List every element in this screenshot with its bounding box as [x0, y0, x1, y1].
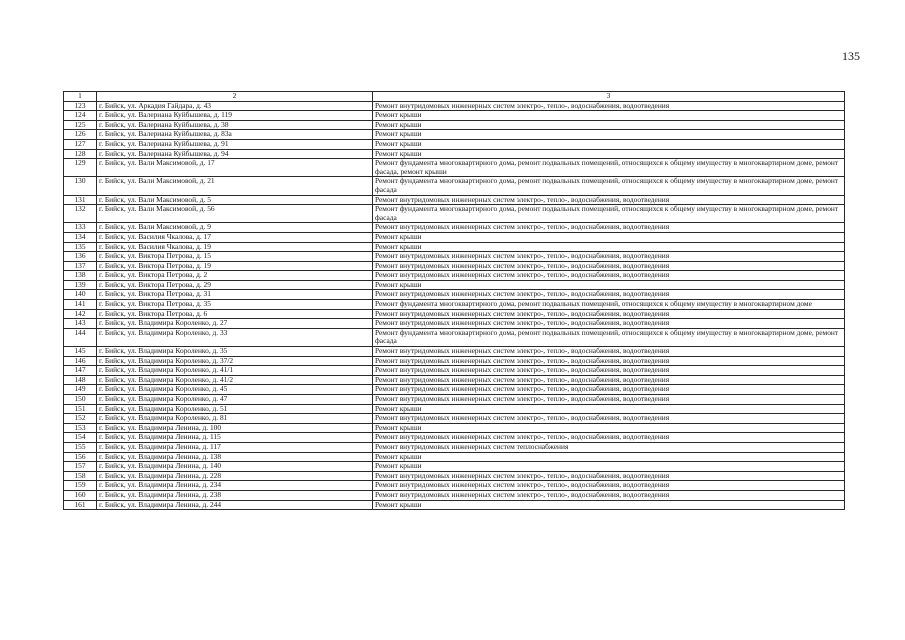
work-type-cell: Ремонт внутридомовых инженерных систем электро-, тепло-, водоснабжения, водоотведения	[373, 375, 845, 385]
address-cell: г. Бийск, ул. Владимира Ленина, д. 138	[97, 452, 373, 462]
row-number: 123	[64, 101, 97, 111]
table-row	[64, 395, 845, 405]
row-number: 147	[64, 366, 97, 376]
address-cell: г. Бийск, ул. Вали Максимовой, д. 9	[97, 223, 373, 233]
column-header-2: 2	[97, 92, 373, 102]
address-cell: г. Бийск, ул. Владимира Короленко, д. 37/2	[97, 356, 373, 366]
address-cell: г. Бийск, ул. Владимира Короленко, д. 45	[97, 385, 373, 395]
work-type-cell: Ремонт фундамента многоквартирного дома, ремонт подвальных помещений, относящихся к общему имуществу в многоквартирном доме, ремонт фасада	[373, 177, 845, 195]
table-row	[64, 481, 845, 491]
row-number: 132	[64, 205, 97, 223]
address-cell: г. Бийск, ул. Владимира Ленина, д. 140	[97, 462, 373, 472]
table-row	[64, 223, 845, 233]
work-type-cell: Ремонт внутридомовых инженерных систем электро-, тепло-, водоснабжения, водоотведения	[373, 433, 845, 443]
table-row	[64, 414, 845, 424]
table-body	[64, 92, 845, 510]
table-row	[64, 462, 845, 472]
address-cell: г. Бийск, ул. Виктора Петрова, д. 35	[97, 300, 373, 310]
table-row	[64, 404, 845, 414]
address-cell: г. Бийск, ул. Владимира Ленина, д. 228	[97, 471, 373, 481]
address-cell: г. Бийск, ул. Аркадия Гайдара, д. 43	[97, 101, 373, 111]
table-row	[64, 347, 845, 357]
table-row	[64, 452, 845, 462]
work-type-cell: Ремонт внутридомовых инженерных систем электро-, тепло-, водоснабжения, водоотведения	[373, 101, 845, 111]
work-type-cell: Ремонт крыши	[373, 423, 845, 433]
table-row	[64, 366, 845, 376]
work-type-cell: Ремонт внутридомовых инженерных систем электро-, тепло-, водоснабжения, водоотведения	[373, 414, 845, 424]
work-type-cell: Ремонт крыши	[373, 500, 845, 510]
row-number: 149	[64, 385, 97, 395]
work-type-cell: Ремонт внутридомовых инженерных систем электро-, тепло-, водоснабжения, водоотведения	[373, 356, 845, 366]
table-row	[64, 471, 845, 481]
work-type-cell: Ремонт внутридомовых инженерных систем электро-, тепло-, водоснабжения, водоотведения	[373, 261, 845, 271]
address-cell: г. Бийск, ул. Виктора Петрова, д. 19	[97, 261, 373, 271]
work-type-cell: Ремонт крыши	[373, 242, 845, 252]
table-row	[64, 423, 845, 433]
table-row	[64, 309, 845, 319]
address-cell: г. Бийск, ул. Владимира Короленко, д. 35	[97, 347, 373, 357]
repair-register-table	[63, 91, 845, 510]
row-number: 148	[64, 375, 97, 385]
address-cell: г. Бийск, ул. Владимира Короленко, д. 41/2	[97, 375, 373, 385]
row-number: 144	[64, 328, 97, 346]
work-type-cell: Ремонт фундамента многоквартирного дома, ремонт подвальных помещений, относящихся к общему имуществу в многоквартирном доме, ремонт фасада	[373, 328, 845, 346]
address-cell: г. Бийск, ул. Владимира Короленко, д. 47	[97, 395, 373, 405]
row-number: 138	[64, 271, 97, 281]
work-type-cell: Ремонт фундамента многоквартирного дома, ремонт подвальных помещений, относящихся к общему имуществу в многоквартирном доме, ремонт фасада	[373, 205, 845, 223]
table-row	[64, 433, 845, 443]
column-header-3: 3	[373, 92, 845, 102]
row-number: 154	[64, 433, 97, 443]
address-cell: г. Бийск, ул. Василия Чкалова, д. 17	[97, 232, 373, 242]
table-row	[64, 442, 845, 452]
address-cell: г. Бийск, ул. Владимира Короленко, д. 41/1	[97, 366, 373, 376]
table-row	[64, 490, 845, 500]
address-cell: г. Бийск, ул. Виктора Петрова, д. 2	[97, 271, 373, 281]
work-type-cell: Ремонт внутридомовых инженерных систем электро-, тепло-, водоснабжения, водоотведения	[373, 347, 845, 357]
address-cell: г. Бийск, ул. Василия Чкалова, д. 19	[97, 242, 373, 252]
address-cell: г. Бийск, ул. Владимира Ленина, д. 234	[97, 481, 373, 491]
address-cell: г. Бийск, ул. Владимира Ленина, д. 238	[97, 490, 373, 500]
table-row	[64, 130, 845, 140]
work-type-cell: Ремонт внутридомовых инженерных систем электро-, тепло-, водоснабжения, водоотведения	[373, 481, 845, 491]
row-number: 125	[64, 120, 97, 130]
row-number: 131	[64, 195, 97, 205]
row-number: 146	[64, 356, 97, 366]
address-cell: г. Бийск, ул. Валериана Куйбышева, д. 83а	[97, 130, 373, 140]
table-row	[64, 500, 845, 510]
work-type-cell: Ремонт крыши	[373, 232, 845, 242]
row-number: 126	[64, 130, 97, 140]
row-number: 139	[64, 280, 97, 290]
table-row	[64, 261, 845, 271]
address-cell: г. Бийск, ул. Вали Максимовой, д. 17	[97, 159, 373, 177]
row-number: 151	[64, 404, 97, 414]
address-cell: г. Бийск, ул. Вали Максимовой, д. 56	[97, 205, 373, 223]
table-row	[64, 328, 845, 346]
row-number: 158	[64, 471, 97, 481]
work-type-cell: Ремонт внутридомовых инженерных систем электро-, тепло-, водоснабжения, водоотведения	[373, 395, 845, 405]
work-type-cell: Ремонт внутридомовых инженерных систем электро-, тепло-, водоснабжения, водоотведения	[373, 309, 845, 319]
row-number: 156	[64, 452, 97, 462]
work-type-cell: Ремонт внутридомовых инженерных систем электро-, тепло-, водоснабжения, водоотведения	[373, 290, 845, 300]
row-number: 142	[64, 309, 97, 319]
work-type-cell: Ремонт крыши	[373, 149, 845, 159]
address-cell: г. Бийск, ул. Владимира Короленко, д. 51	[97, 404, 373, 414]
row-number: 127	[64, 139, 97, 149]
address-cell: г. Бийск, ул. Виктора Петрова, д. 29	[97, 280, 373, 290]
work-type-cell: Ремонт крыши	[373, 130, 845, 140]
row-number: 141	[64, 300, 97, 310]
table-row	[64, 111, 845, 121]
column-number-row	[64, 92, 845, 102]
address-cell: г. Бийск, ул. Владимира Короленко, д. 81	[97, 414, 373, 424]
table-row	[64, 375, 845, 385]
address-cell: г. Бийск, ул. Валериана Куйбышева, д. 91	[97, 139, 373, 149]
table-row	[64, 120, 845, 130]
row-number: 145	[64, 347, 97, 357]
work-type-cell: Ремонт внутридомовых инженерных систем электро-, тепло-, водоснабжения, водоотведения	[373, 366, 845, 376]
work-type-cell: Ремонт внутридомовых инженерных систем электро-, тепло-, водоснабжения, водоотведения	[373, 223, 845, 233]
address-cell: г. Бийск, ул. Владимира Короленко, д. 27	[97, 319, 373, 329]
table-row	[64, 149, 845, 159]
table-row	[64, 159, 845, 177]
address-cell: г. Бийск, ул. Виктора Петрова, д. 31	[97, 290, 373, 300]
table-row	[64, 139, 845, 149]
row-number: 134	[64, 232, 97, 242]
row-number: 135	[64, 242, 97, 252]
table-row	[64, 252, 845, 262]
row-number: 161	[64, 500, 97, 510]
row-number: 130	[64, 177, 97, 195]
address-cell: г. Бийск, ул. Валериана Куйбышева, д. 38	[97, 120, 373, 130]
row-number: 143	[64, 319, 97, 329]
address-cell: г. Бийск, ул. Валериана Куйбышева, д. 119	[97, 111, 373, 121]
table-row	[64, 356, 845, 366]
address-cell: г. Бийск, ул. Валериана Куйбышева, д. 94	[97, 149, 373, 159]
address-cell: г. Бийск, ул. Виктора Петрова, д. 6	[97, 309, 373, 319]
work-type-cell: Ремонт внутридомовых инженерных систем теплоснабжения	[373, 442, 845, 452]
row-number: 133	[64, 223, 97, 233]
row-number: 136	[64, 252, 97, 262]
table-row	[64, 280, 845, 290]
work-type-cell: Ремонт фундамента многоквартирного дома, ремонт подвальных помещений, относящихся к общему имуществу в многоквартирном доме, ремонт фасада, ремонт крыши	[373, 159, 845, 177]
row-number: 137	[64, 261, 97, 271]
row-number: 128	[64, 149, 97, 159]
work-type-cell: Ремонт внутридомовых инженерных систем электро-, тепло-, водоснабжения, водоотведения	[373, 252, 845, 262]
table-row	[64, 101, 845, 111]
table-row	[64, 271, 845, 281]
address-cell: г. Бийск, ул. Вали Максимовой, д. 21	[97, 177, 373, 195]
row-number: 129	[64, 159, 97, 177]
table-row	[64, 195, 845, 205]
table-row	[64, 385, 845, 395]
row-number: 152	[64, 414, 97, 424]
row-number: 160	[64, 490, 97, 500]
address-cell: г. Бийск, ул. Владимира Ленина, д. 115	[97, 433, 373, 443]
table-row	[64, 290, 845, 300]
address-cell: г. Бийск, ул. Виктора Петрова, д. 15	[97, 252, 373, 262]
row-number: 140	[64, 290, 97, 300]
work-type-cell: Ремонт фундамента многоквартирного дома, ремонт подвальных помещений, относящихся к общему имуществу в многоквартирном доме	[373, 300, 845, 310]
work-type-cell: Ремонт внутридомовых инженерных систем электро-, тепло-, водоснабжения, водоотведения	[373, 385, 845, 395]
table-row	[64, 242, 845, 252]
address-cell: г. Бийск, ул. Вали Максимовой, д. 5	[97, 195, 373, 205]
work-type-cell: Ремонт внутридомовых инженерных систем электро-, тепло-, водоснабжения, водоотведения	[373, 271, 845, 281]
work-type-cell: Ремонт крыши	[373, 139, 845, 149]
table-row	[64, 300, 845, 310]
address-cell: г. Бийск, ул. Владимира Короленко, д. 33	[97, 328, 373, 346]
address-cell: г. Бийск, ул. Владимира Ленина, д. 117	[97, 442, 373, 452]
work-type-cell: Ремонт крыши	[373, 452, 845, 462]
row-number: 124	[64, 111, 97, 121]
address-cell: г. Бийск, ул. Владимира Ленина, д. 244	[97, 500, 373, 510]
row-number: 157	[64, 462, 97, 472]
work-type-cell: Ремонт крыши	[373, 120, 845, 130]
table-row	[64, 205, 845, 223]
work-type-cell: Ремонт крыши	[373, 404, 845, 414]
work-type-cell: Ремонт крыши	[373, 280, 845, 290]
row-number: 159	[64, 481, 97, 491]
table-row	[64, 177, 845, 195]
work-type-cell: Ремонт крыши	[373, 462, 845, 472]
work-type-cell: Ремонт крыши	[373, 111, 845, 121]
table-row	[64, 319, 845, 329]
column-header-1: 1	[64, 92, 97, 102]
work-type-cell: Ремонт внутридомовых инженерных систем электро-, тепло-, водоснабжения, водоотведения	[373, 195, 845, 205]
work-type-cell: Ремонт внутридомовых инженерных систем электро-, тепло-, водоснабжения, водоотведения	[373, 319, 845, 329]
row-number: 150	[64, 395, 97, 405]
row-number: 155	[64, 442, 97, 452]
address-cell: г. Бийск, ул. Владимира Ленина, д. 100	[97, 423, 373, 433]
work-type-cell: Ремонт внутридомовых инженерных систем электро-, тепло-, водоснабжения, водоотведения	[373, 471, 845, 481]
row-number: 153	[64, 423, 97, 433]
page-number: 135	[842, 49, 860, 63]
work-type-cell: Ремонт внутридомовых инженерных систем электро-, тепло-, водоснабжения, водоотведения	[373, 490, 845, 500]
table-row	[64, 232, 845, 242]
